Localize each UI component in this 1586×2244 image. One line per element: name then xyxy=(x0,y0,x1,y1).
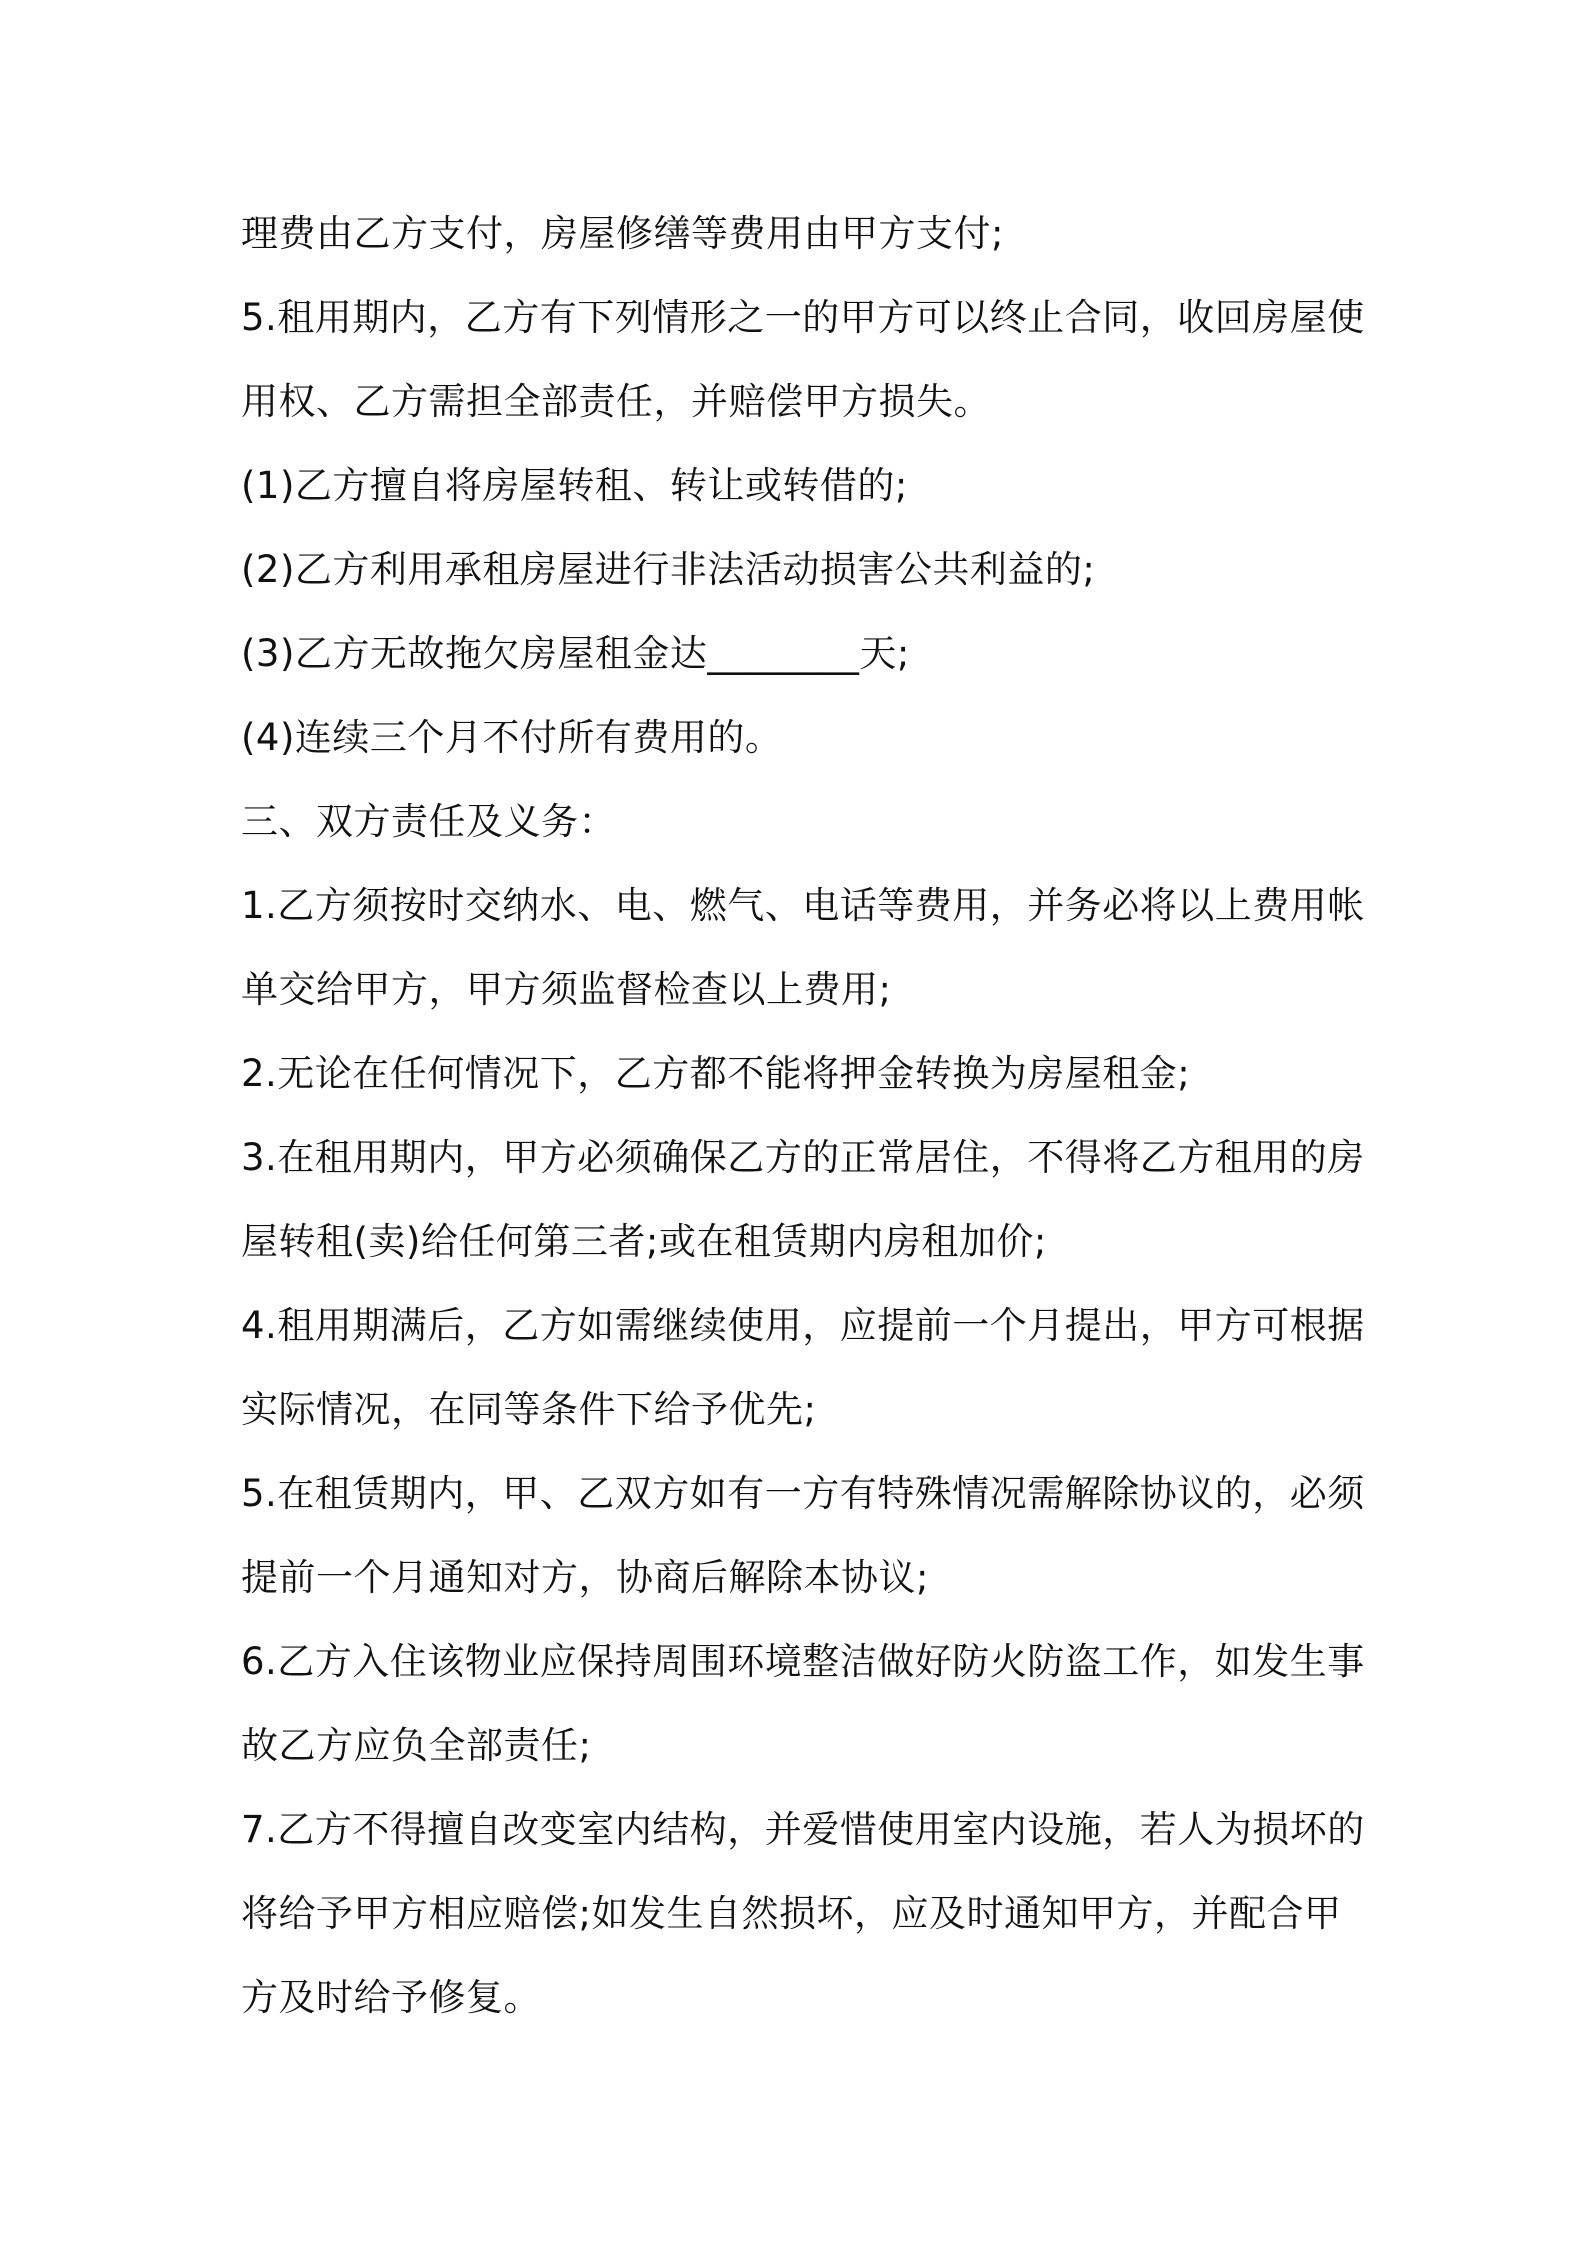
document-body xyxy=(241,192,1365,2040)
text-line: 提前一个月通知对方，协商后解除本协议; xyxy=(241,1556,929,1599)
text-line: 将给予甲方相应赔偿;如发生自然损坏，应及时通知甲方，并配合甲 xyxy=(241,1892,1342,1935)
section-heading: 三、双方责任及义务： xyxy=(241,800,616,843)
text-line: 单交给甲方，甲方须监督检查以上费用; xyxy=(241,968,892,1011)
text-line: 2.无论在任何情况下，乙方都不能将押金转换为房屋租金; xyxy=(241,1052,1191,1095)
text-line: 3.在租用期内，甲方必须确保乙方的正常居住，不得将乙方租用的房 xyxy=(241,1136,1365,1179)
text-line: 5.租用期内，乙方有下列情形之一的甲方可以终止合同，收回房屋使 xyxy=(241,296,1365,339)
text-line: (4)连续三个月不付所有费用的。 xyxy=(241,716,783,759)
text-line: 6.乙方入住该物业应保持周围环境整洁做好防火防盗工作，如发生事 xyxy=(241,1640,1365,1683)
text-line: (3)乙方无故拖欠房屋租金达________天; xyxy=(241,632,910,675)
text-line: 1.乙方须按时交纳水、电、燃气、电话等费用，并务必将以上费用帐 xyxy=(241,884,1365,927)
text-line: 用权、乙方需担全部责任，并赔偿甲方损失。 xyxy=(241,380,991,423)
text-line: 理费由乙方支付，房屋修缮等费用由甲方支付; xyxy=(241,212,1004,255)
text-line: 方及时给予修复。 xyxy=(241,1976,541,2019)
text-line: 7.乙方不得擅自改变室内结构，并爱惜使用室内设施，若人为损坏的 xyxy=(241,1808,1365,1851)
text-line: 4.租用期满后，乙方如需继续使用，应提前一个月提出，甲方可根据 xyxy=(241,1304,1365,1347)
text-line: 故乙方应负全部责任; xyxy=(241,1724,592,1767)
text-line: (2)乙方利用承租房屋进行非法活动损害公共利益的; xyxy=(241,548,1096,591)
text-line: 屋转租(卖)给任何第三者;或在租赁期内房租加价; xyxy=(241,1220,1047,1263)
text-line: 5.在租赁期内，甲、乙双方如有一方有特殊情况需解除协议的，必须 xyxy=(241,1472,1365,1515)
text-line: (1)乙方擅自将房屋转租、转让或转借的; xyxy=(241,464,908,507)
text-line: 实际情况，在同等条件下给予优先; xyxy=(241,1388,817,1431)
